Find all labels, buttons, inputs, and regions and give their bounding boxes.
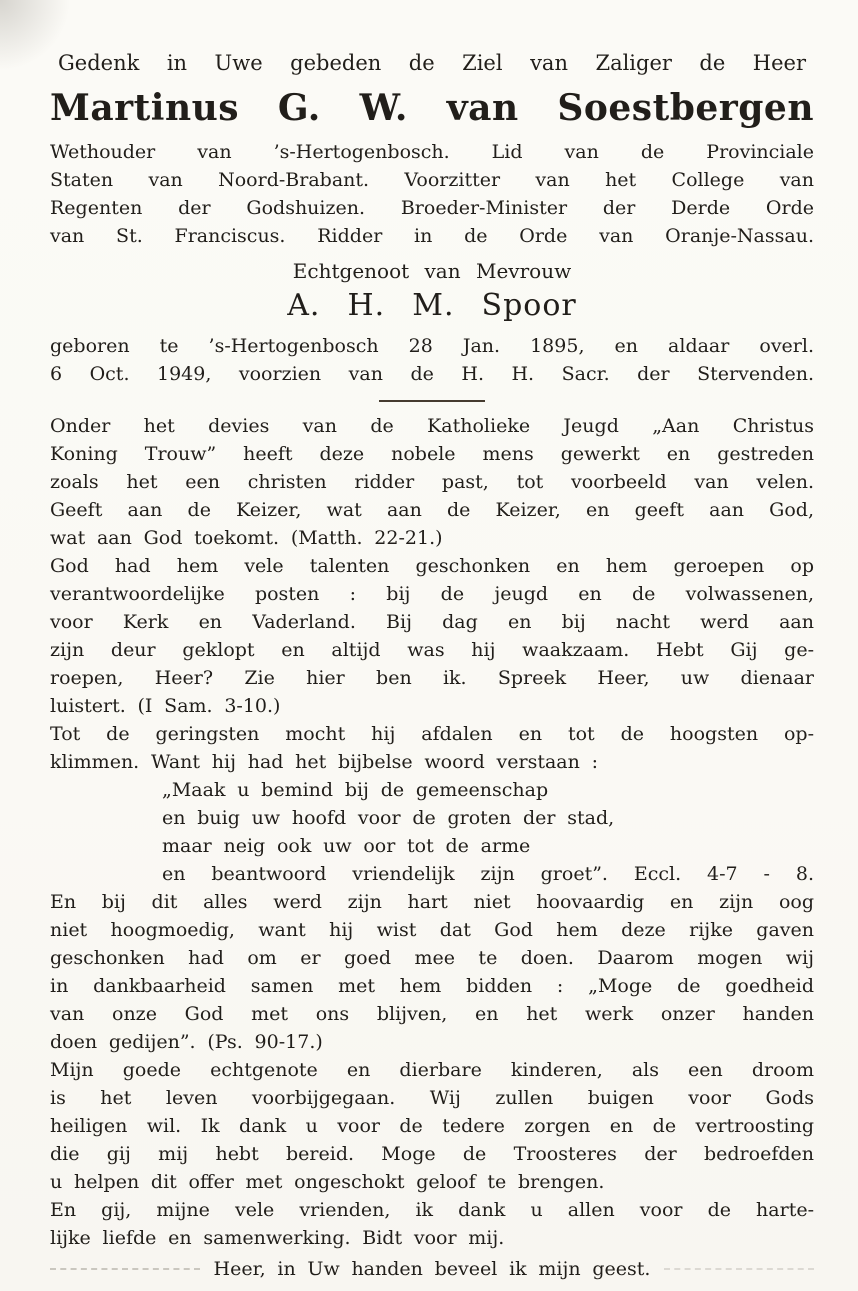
geringsten-paragraph [50,720,814,776]
titles-line: van St. Franciscus. Ridder in de Orde van Oranje-Nassau. [50,225,814,247]
body-line: klimmen. Want hij had het bijbelse woord verstaan : [50,751,598,773]
dates-line: geboren te ’s-Hertogenbosch 28 Jan. 1895, en aldaar overl. [50,335,814,357]
closing-line: Heer, in Uw handen beveel ik mijn geest. [213,1258,651,1280]
dates-paragraph [50,332,814,388]
body-line: luistert. (I Sam. 3-10.) [50,695,281,717]
body-line: roepen, Heer? Zie hier ben ik. Spreek Heer, uw dienaar [50,667,814,689]
body-line: En bij dit alles werd zijn hart niet hoovaardig en zijn oog [50,891,814,913]
body-line: die gij mij hebt bereid. Moge de Troosteres der bedroefden [50,1143,814,1165]
body-line: wat aan God toekomt. (Matth. 22-21.) [50,527,443,549]
closing-row [50,1254,814,1284]
body-line: zijn deur geklopt en altijd was hij waakzaam. Hebt Gij ge- [50,639,814,661]
body-line: voor Kerk en Vaderland. Bij dag en bij nacht werd aan [50,611,814,633]
body-line: Geeft aan de Keizer, wat aan de Keizer, en geeft aan God, [50,499,814,521]
devies-paragraph [50,412,814,552]
titles-line: Staten van Noord-Brabant. Voorzitter van het College van [50,169,814,191]
body-line: van onze God met ons blijven, en het werk onzer handen [50,1003,814,1025]
body-line: doen gedijen”. (Ps. 90-17.) [50,1031,323,1053]
body-line: Koning Trouw” heeft deze nobele mens gewerkt en gestreden [50,443,814,465]
dates-line: 6 Oct. 1949, voorzien van de H. H. Sacr. der Stervenden. [50,363,814,385]
body-line: Mijn goede echtgenote en dierbare kinderen, als een droom [50,1059,814,1081]
vrienden-paragraph [50,1196,814,1252]
quote-line: en buig uw hoofd voor de groten der stad, [162,807,615,829]
body-line: u helpen dit offer met ongeschokt geloof te brengen. [50,1171,605,1193]
section-divider [379,400,485,402]
body-line: Onder het devies van de Katholieke Jeugd „Aan Christus [50,415,814,437]
body-line: verantwoordelijke posten : bij de jeugd en de volwassenen, [50,583,814,605]
bible-quote [50,776,814,888]
intro-line: Gedenk in Uwe gebeden de Ziel van Zaliger de Heer [58,51,806,75]
body-line: Tot de geringsten mocht hij afdalen en tot de hoogsten op- [50,723,814,745]
titles-paragraph [50,138,814,250]
scan-artifact-dash-left [50,1268,200,1270]
quote-line: en beantwoord vriendelijk zijn groet”. Eccl. 4-7 - 8. [162,863,814,885]
body-line: in dankbaarheid samen met hem bidden : „Moge de goedheid [50,975,814,997]
body-line: niet hoogmoedig, want hij wist dat God hem deze rijke gaven [50,919,814,941]
body-line: lijke liefde en samenwerking. Bidt voor mij. [50,1227,505,1249]
quote-line: „Maak u bemind bij de gemeenschap [162,779,549,801]
quote-line: maar neig ook uw oor tot de arme [162,835,531,857]
body-line: heiligen wil. Ik dank u voor de tedere zorgen en de vertroosting [50,1115,814,1137]
body-line: God had hem vele talenten geschonken en hem geroepen op [50,555,814,577]
deceased-name: Martinus G. W. van Soestbergen [50,87,814,129]
hart-paragraph [50,888,814,1056]
titles-line: Regenten der Godshuizen. Broeder-Minister der Derde Orde [50,197,814,219]
titles-line: Wethouder van ’s-Hertogenbosch. Lid van de Provinciale [50,141,814,163]
echtgenote-paragraph [50,1056,814,1196]
body-line: En gij, mijne vele vrienden, ik dank u allen voor de harte- [50,1199,814,1221]
scan-artifact-dash-right [664,1268,814,1270]
talenten-paragraph [50,552,814,720]
body-line: geschonken had om er goed mee te doen. Daarom mogen wij [50,947,814,969]
spouse-label: Echtgenoot van Mevrouw [292,259,572,283]
body-line: zoals het een christen ridder past, tot voorbeeld van velen. [50,471,814,493]
body-line: is het leven voorbijgegaan. Wij zullen buigen voor Gods [50,1087,814,1109]
spouse-name: A. H. M. Spoor [287,288,577,323]
